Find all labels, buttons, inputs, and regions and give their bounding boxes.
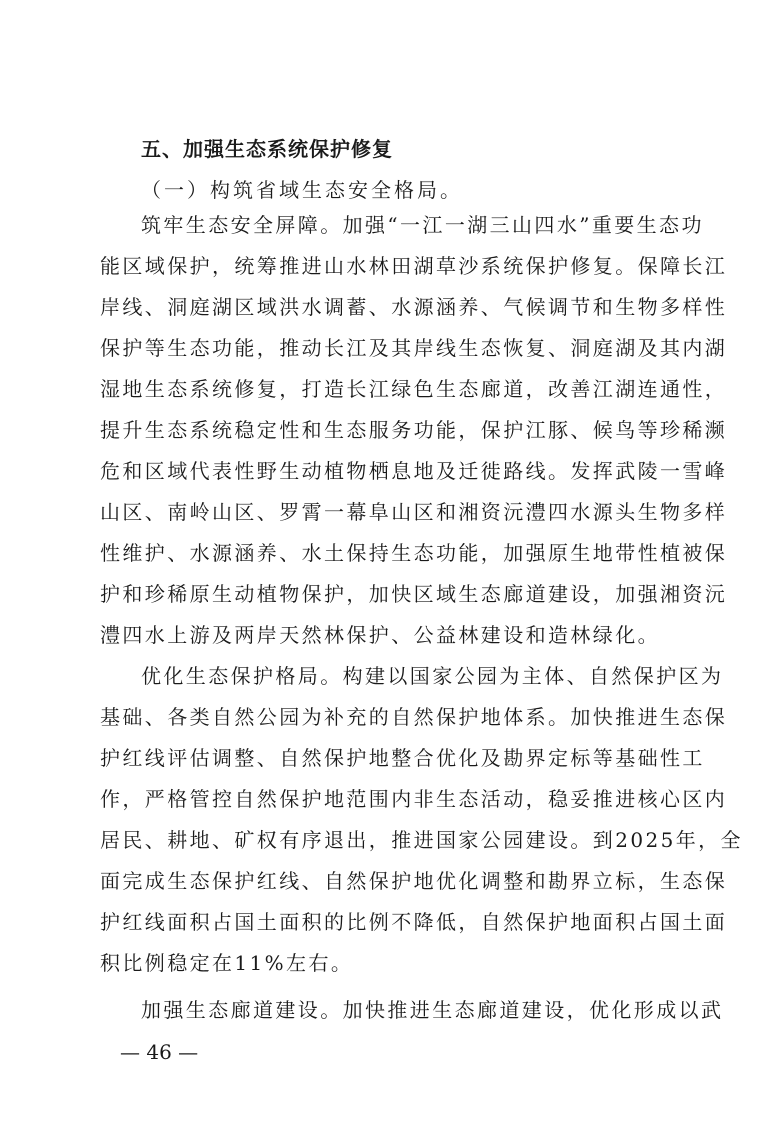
paragraph-line: 山区、南岭山区、罗霄一幕阜山区和湘资沅澧四水源头生物多样 bbox=[100, 500, 728, 524]
paragraph-line: 面完成生态保护红线、自然保护地优化调整和勘界立标，生态保 bbox=[100, 869, 728, 893]
paragraph-line: 危和区域代表性野生动植物栖息地及迁徙路线。发挥武陵一雪峰 bbox=[100, 459, 728, 483]
section-heading: 五、加强生态系统保护修复 bbox=[141, 137, 393, 161]
paragraph-line: 作，严格管控自然保护地范围内非生态活动，稳妥推进核心区内 bbox=[100, 787, 728, 811]
paragraph-line: 积比例稳定在11%左右。 bbox=[100, 951, 354, 975]
page-number: — 46 — bbox=[120, 1040, 199, 1064]
paragraph-line: 筑牢生态安全屏障。加强“一江一湖三山四水”重要生态功 bbox=[141, 213, 704, 237]
paragraph-line: 基础、各类自然公园为补充的自然保护地体系。加快推进生态保 bbox=[100, 705, 728, 729]
paragraph-line: 澧四水上游及两岸天然林保护、公益林建设和造林绿化。 bbox=[100, 623, 660, 647]
paragraph-line: 优化生态保护格局。构建以国家公园为主体、自然保护区为 bbox=[141, 664, 724, 688]
paragraph-line: 保护等生态功能，推动长江及其岸线生态恢复、洞庭湖及其内湖 bbox=[100, 336, 728, 360]
paragraph-line: 岸线、洞庭湖区域洪水调蓄、水源涵养、气候调节和生物多样性 bbox=[100, 295, 728, 319]
subsection-heading: （一）构筑省域生态安全格局。 bbox=[141, 178, 463, 202]
paragraph-line: 护和珍稀原生动植物保护，加快区域生态廊道建设，加强湘资沅 bbox=[100, 582, 728, 606]
paragraph-line: 居民、耕地、矿权有序退出，推进国家公园建设。到2025年，全 bbox=[100, 828, 743, 852]
paragraph-line: 加强生态廊道建设。加快推进生态廊道建设，优化形成以武 bbox=[141, 998, 724, 1022]
paragraph-line: 提升生态系统稳定性和生态服务功能，保护江豚、候鸟等珍稀濒 bbox=[100, 418, 728, 442]
paragraph-line: 护红线评估调整、自然保护地整合优化及勘界定标等基础性工 bbox=[100, 746, 705, 770]
paragraph-line: 能区域保护，统筹推进山水林田湖草沙系统保护修复。保障长江 bbox=[100, 254, 728, 278]
paragraph-line: 性维护、水源涵养、水土保持生态功能，加强原生地带性植被保 bbox=[100, 541, 728, 565]
paragraph-line: 湿地生态系统修复，打造长江绿色生态廊道，改善江湖连通性， bbox=[100, 377, 728, 401]
paragraph-line: 护红线面积占国土面积的比例不降低，自然保护地面积占国土面 bbox=[100, 910, 728, 934]
